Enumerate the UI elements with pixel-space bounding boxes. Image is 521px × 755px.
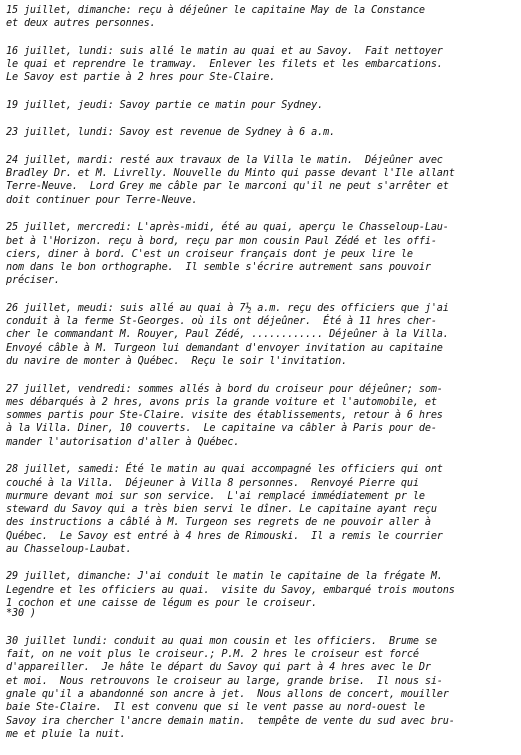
entry-line: Legendre et les officiers au quai. visite du Savoy, embarqué trois moutons	[6, 584, 455, 596]
journal-entry	[6, 154, 515, 207]
entry-line: préciser.	[6, 275, 60, 287]
entry-line: conduit à la ferme St-Georges. où ils ont déjeûner. Été à 11 hres cher-	[6, 316, 437, 328]
journal-entry	[6, 126, 515, 139]
journal-entry	[6, 302, 515, 368]
entry-line: Terre-Neuve. Lord Grey me câble par le marconi qu'il ne peut s'arrêter et	[6, 181, 449, 193]
entry-line: d'appareiller. Je hâte le départ du Savoy qui part à 4 hres avec le Dr	[6, 662, 431, 674]
entry-line: Envoyé câble à M. Turgeon lui demandant d'envoyer invitation au capitaine	[6, 342, 443, 354]
entry-line: 29 juillet, dimanche: J'ai conduit le matin le capitaine de la frégate M.	[6, 571, 443, 583]
entry-line: et moi. Nous retrouvons le croiseur au large, grande brise. Il nous si-	[6, 675, 443, 687]
entry-line: doit continuer pour Terre-Neuve.	[6, 194, 198, 206]
entry-line: 19 juillet, jeudi: Savoy partie ce matin pour Sydney.	[6, 99, 324, 111]
entry-line: fait, on ne voit plus le croiseur.; P.M. 2 hres le croiseur est forcé	[6, 649, 419, 661]
journal-entry	[6, 221, 515, 287]
entry-line: Le Savoy est partie à 2 hres pour Ste-Claire.	[6, 72, 276, 84]
entry-line: cher le commandant M. Rouyer, Paul Zédé, ............ Déjeûner à la Villa.	[6, 329, 449, 341]
entry-line: Québec. Le Savoy est entré à 4 hres de Rimouski. Il a remis le courrier	[6, 530, 443, 542]
entry-line: 1 cochon et une caisse de légum es pour le croiseur.	[6, 598, 318, 610]
entry-line: le quai et reprendre le tramway. Enlever les filets et les embarcations.	[6, 59, 443, 71]
entry-line: Bradley Dr. et M. Livrelly. Nouvelle du Minto qui passe devant l'Ile allant	[6, 168, 455, 180]
journal-entry	[6, 635, 515, 741]
journal-entry	[6, 383, 515, 449]
entry-line: me et pluie la nuit.	[6, 728, 126, 740]
journal-entry	[6, 99, 515, 112]
entry-line: gnale qu'il a abandonné son ancre à jet. Nous allons de concert, mouiller	[6, 689, 449, 701]
entry-line: ciers, diner à bord. C'est un croiseur français dont je peux lire le	[6, 248, 413, 260]
entry-line: au Chasseloup-Laubat.	[6, 544, 132, 555]
entry-line: 23 juillet, lundi: Savoy est revenue de Sydney à 6 a.m.	[6, 127, 336, 139]
entry-line: 15 juillet, dimanche: reçu à déjeûner le capitaine May de la Constance	[6, 5, 425, 16]
entry-line: mander l'autorisation d'aller à Québec.	[6, 436, 240, 448]
entry-line: baie Ste-Claire. Il est convenu que si le vent passe au nord-ouest le	[6, 702, 425, 714]
entry-line: 16 juillet, lundi: suis allé le matin au quai et au Savoy. Fait nettoyer	[6, 45, 443, 57]
entry-line: couché à la Villa. Déjeuner à Villa 8 personnes. Renvoyé Pierre qui	[6, 477, 419, 489]
journal-entry	[6, 45, 515, 85]
journal-entry	[6, 570, 515, 620]
entry-line: Savoy ira chercher l'ancre demain matin. tempête de vente du sud avec bru-	[6, 715, 455, 727]
entry-line: 28 juillet, samedi: Été le matin au quai accompagné les officiers qui ont	[6, 464, 443, 476]
journal-entry	[6, 463, 515, 556]
entry-line: murmure devant moi sur son service. L'ai remplacé immédiatement pr le	[6, 490, 425, 502]
entry-line: steward du Savoy qui a très bien servi le dîner. Le capitaine ayant reçu	[6, 504, 437, 516]
journal-entry	[6, 4, 515, 31]
entry-line: bet à l'Horizon. reçu à bord, reçu par mon cousin Paul Zédé et les offi-	[6, 235, 437, 247]
entry-line: 25 juillet, mercredi: L'après-midi, été au quai, aperçu le Chasseloup-Lau-	[6, 222, 449, 234]
entry-line: sommes partis pour Ste-Claire. visite des établissements, retour à 6 hres	[6, 410, 443, 422]
margin-note: *30 )	[6, 608, 36, 620]
entry-line: 24 juillet, mardi: resté aux travaux de la Villa le matin. Déjeûner avec	[6, 154, 443, 166]
entry-line: 26 juillet, meudi: suis allé au quai à 7½ a.m. reçu des officiers que j'ai	[6, 302, 449, 314]
entry-line: à la Villa. Diner, 10 couverts. Le capitaine va câbler à Paris pour de-	[6, 423, 437, 435]
entry-line: mes débarqués à 2 hres, avons pris la grande voiture et l'automobile, et	[6, 396, 437, 408]
typed-document-page	[6, 4, 515, 755]
entry-line: nom dans le bon orthographe. Il semble s'écrire autrement sans pouvoir	[6, 262, 431, 274]
entry-line: et deux autres personnes.	[6, 18, 156, 30]
entry-line: 27 juillet, vendredi: sommes allés à bord du croiseur pour déjeûner; som-	[6, 383, 443, 395]
entry-line: du navire de monter à Québec. Reçu le soir l'invitation.	[6, 356, 348, 368]
entry-line: 30 juillet lundi: conduit au quai mon cousin et les officiers. Brume se	[6, 635, 437, 647]
entry-line: des instructions a câblé à M. Turgeon ses regrets de ne pouvoir aller à	[6, 517, 431, 529]
